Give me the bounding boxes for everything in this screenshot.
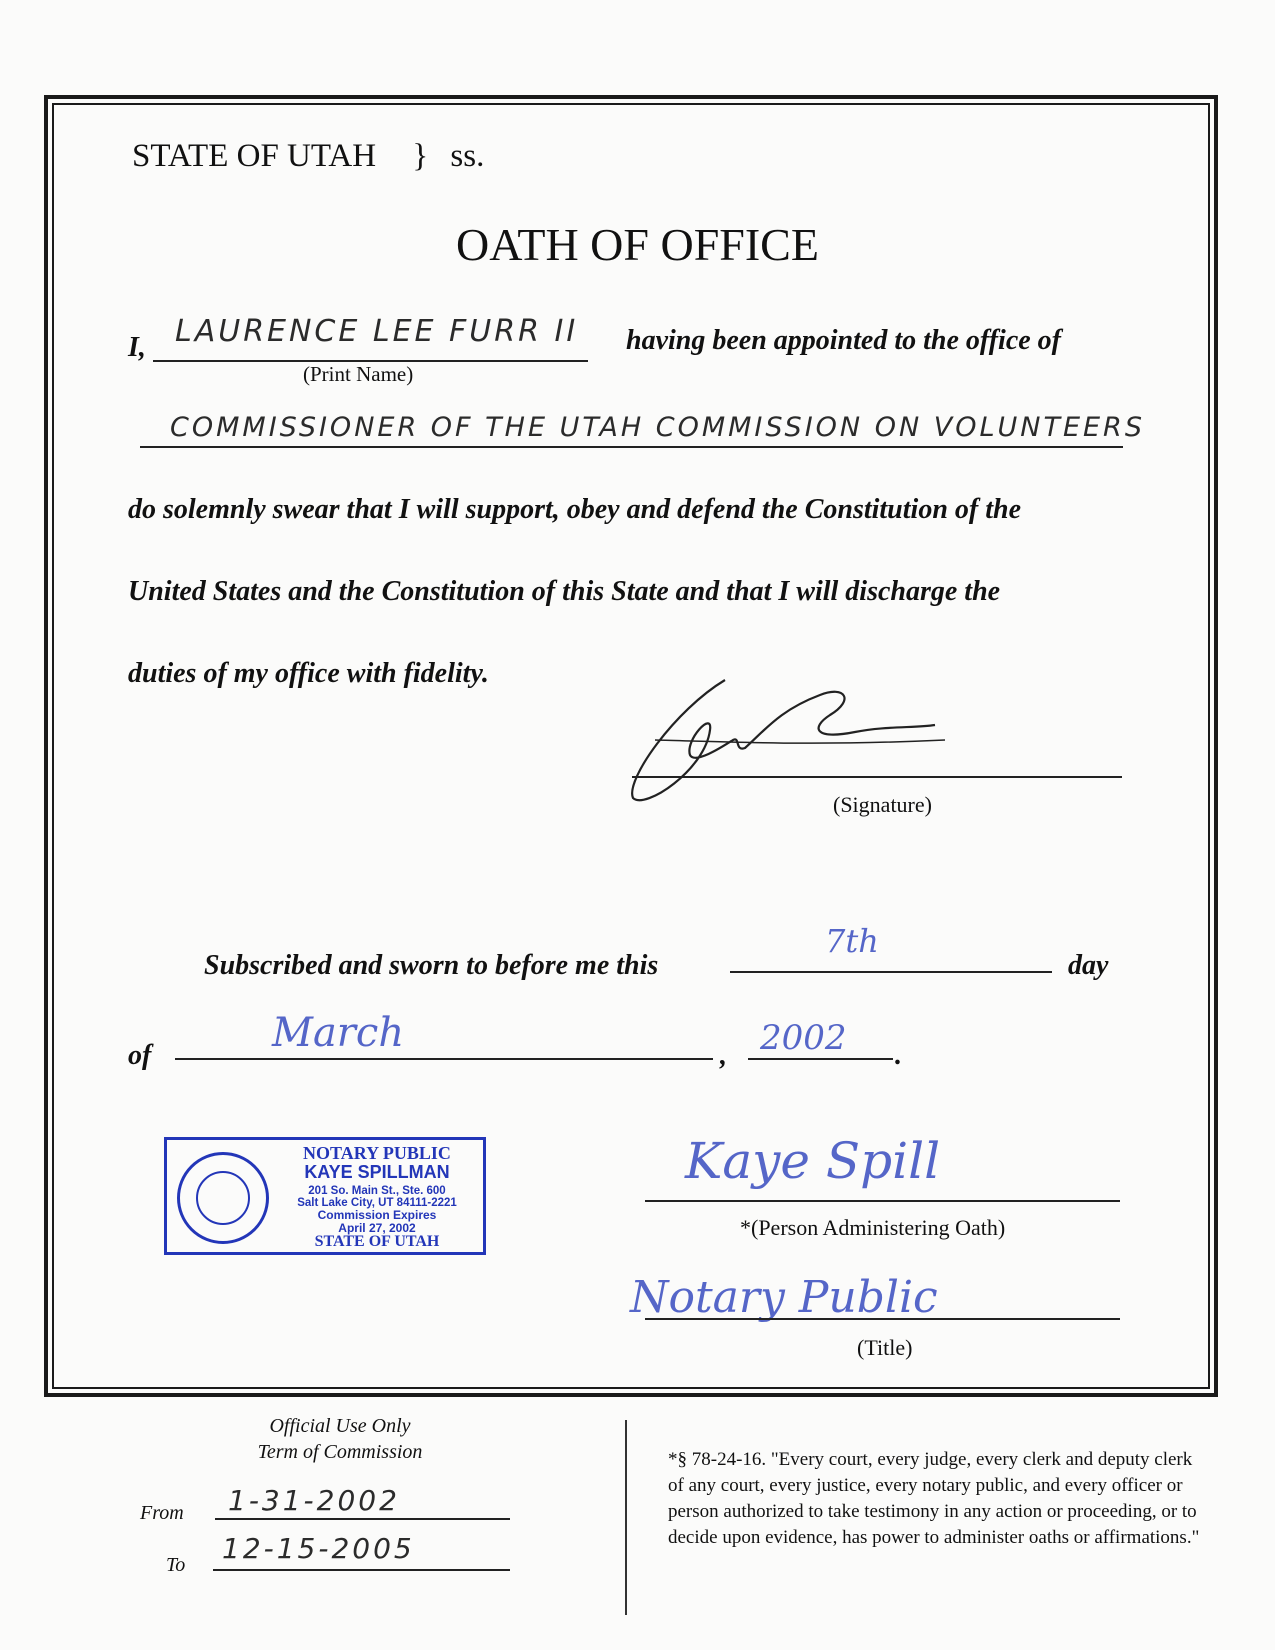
stamp-line1: NOTARY PUBLIC — [303, 1143, 451, 1163]
title-handwritten: Notary Public — [630, 1272, 938, 1323]
name-handwritten: LAURENCE LEE FURR II — [175, 314, 579, 349]
oath-paragraph-line3: duties of my office with fidelity. — [128, 658, 489, 689]
document-title: OATH OF OFFICE — [456, 219, 819, 270]
state-name: STATE OF UTAH — [132, 138, 377, 174]
administrator-line — [645, 1200, 1120, 1202]
stamp-line6: April 27, 2002 — [338, 1220, 416, 1235]
stamp-line4: Salt Lake City, UT 84111-2221 — [297, 1196, 457, 1209]
office-handwritten: COMMISSIONER OF THE UTAH COMMISSION ON VOLUNTEERS — [170, 412, 1145, 443]
of-label: of — [128, 1040, 152, 1071]
official-use-heading: Official Use Only — [269, 1415, 411, 1437]
venue-line — [132, 138, 484, 175]
oath-paragraph-line1: do solemnly swear that I will support, obey and defend the Constitution of the — [128, 494, 1021, 525]
administrator-signature: Kaye Spill — [685, 1132, 941, 1190]
ss-mark: ss. — [450, 138, 485, 174]
appointment-text: having been appointed to the office of — [626, 325, 1061, 356]
day-handwritten: 7th — [825, 922, 879, 960]
print-name-label: (Print Name) — [303, 362, 414, 386]
stamp-line7: STATE OF UTAH — [314, 1233, 440, 1251]
from-line — [215, 1518, 510, 1520]
month-comma: , — [720, 1040, 727, 1071]
oath-lead: I, — [128, 332, 146, 363]
stamp-line5: Commission Expires — [317, 1207, 437, 1222]
month-handwritten: March — [272, 1010, 405, 1056]
year-period: . — [895, 1040, 902, 1071]
stamp-line3: 201 So. Main St., Ste. 600 — [308, 1184, 446, 1197]
seal-emblem — [196, 1171, 250, 1225]
oath-paragraph-line2: United States and the Constitution of this State and that I will discharge the — [128, 576, 1001, 607]
statute-footnote: *§ 78-24-16. "Every court, every judge, every clerk and deputy clerk of any court, every justice, every notary public, and every officer or person authorized to take testimony in any action or proceeding, or to decide upon evidence, has power to administer oaths or affirmations." — [668, 1449, 1200, 1548]
from-label: From — [140, 1502, 184, 1524]
stamp-line2: KAYE SPILLMAN — [304, 1161, 450, 1182]
signature-label: (Signature) — [833, 792, 932, 817]
title-line — [645, 1318, 1120, 1320]
from-value: 1-31-2002 — [228, 1484, 400, 1517]
day-label: day — [1068, 950, 1109, 981]
term-heading: Term of Commission — [257, 1441, 423, 1463]
stamp-text — [271, 1144, 483, 1251]
month-line — [175, 1058, 713, 1060]
year-handwritten: 2002 — [760, 1018, 847, 1058]
brace: } — [412, 138, 429, 174]
state-seal — [177, 1152, 269, 1244]
to-line — [213, 1569, 510, 1571]
administrator-label: *(Person Administering Oath) — [740, 1215, 1006, 1240]
footer-divider — [625, 1420, 627, 1615]
to-value: 12-15-2005 — [222, 1532, 415, 1565]
office-line — [140, 446, 1123, 448]
signature-line — [632, 776, 1122, 778]
title-label: (Title) — [857, 1335, 913, 1360]
year-line — [748, 1058, 893, 1060]
to-label: To — [166, 1554, 186, 1576]
sworn-text: Subscribed and sworn to before me this — [204, 950, 659, 981]
notary-stamp — [164, 1137, 486, 1255]
day-line — [730, 971, 1052, 973]
